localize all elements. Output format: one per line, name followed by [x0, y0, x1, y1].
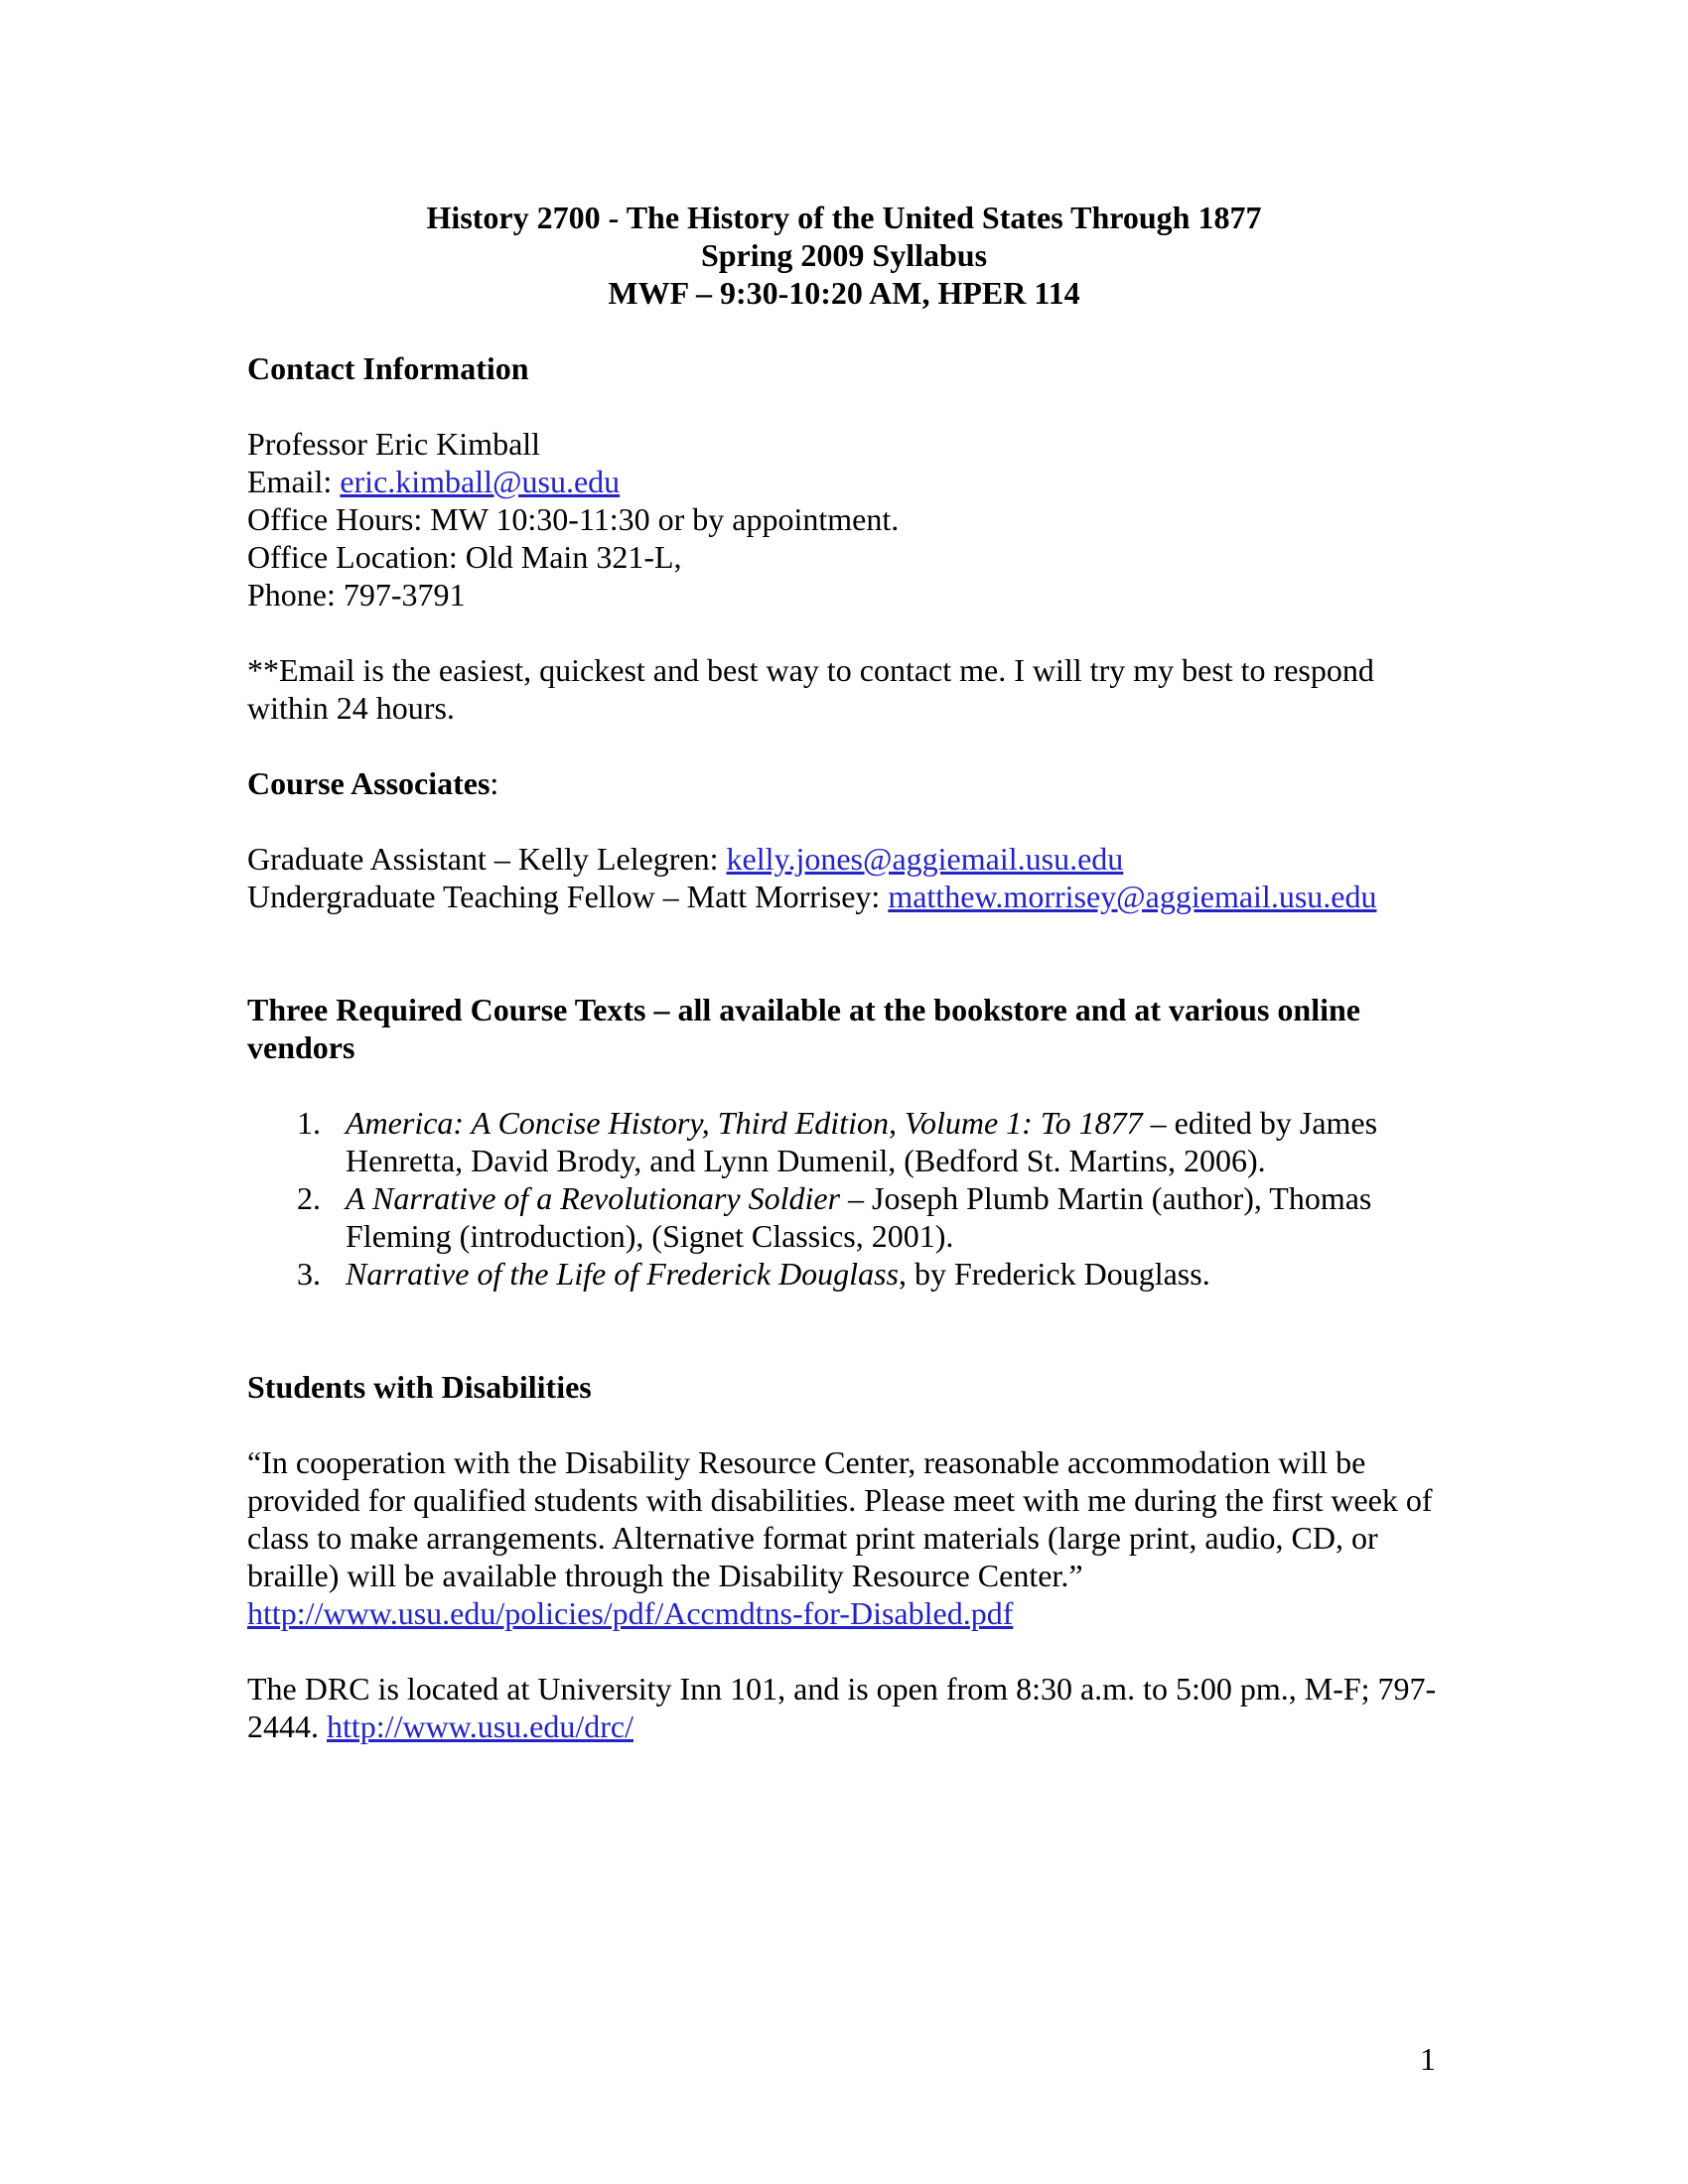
page-number: 1 [1420, 2041, 1436, 2077]
disability-policy-link[interactable]: http://www.usu.edu/policies/pdf/Accmdtns-for-Disabled.pdf [247, 1595, 1014, 1631]
contact-heading: Contact Information [247, 350, 529, 386]
professor-email-link[interactable]: eric.kimball@usu.edu [340, 464, 621, 499]
contact-note: **Email is the easiest, quickest and best way to contact me. I will try my best to respond within 24 hours. [247, 652, 1374, 726]
course-title: History 2700 - The History of the United States Through 1877 [426, 200, 1262, 235]
syllabus-header [0, 199, 1688, 312]
book-title: A Narrative of a Revolutionary Soldier – [346, 1180, 865, 1216]
graduate-assistant-label: Graduate Assistant – Kelly Lelegren: [247, 841, 727, 877]
teaching-fellow-line [247, 878, 1459, 915]
drc-link[interactable]: http://www.usu.edu/drc/ [327, 1708, 633, 1744]
associates-heading-suffix: : [490, 765, 499, 801]
list-item-number: 2. [297, 1180, 321, 1216]
texts-heading: Three Required Course Texts – all available at the bookstore and at various online vendors [247, 992, 1360, 1065]
book-details: edited by James Henretta, David Brody, and Lynn Dumenil, (Bedford St. Martins, 2006). [346, 1105, 1378, 1178]
graduate-assistant-line [247, 840, 1459, 878]
syllabus-body [247, 349, 1459, 1745]
term-title: Spring 2009 Syllabus [700, 237, 988, 273]
graduate-assistant-email-link[interactable]: kelly.jones@aggiemail.usu.edu [726, 841, 1124, 877]
book-title: Narrative of the Life of Frederick Douglass [346, 1256, 899, 1292]
phone: Phone: 797-3791 [247, 577, 466, 613]
list-item [247, 1179, 1459, 1255]
office-hours: Office Hours: MW 10:30-11:30 or by appointment. [247, 501, 900, 537]
associates-heading-line [247, 764, 1459, 802]
required-texts-list [247, 1104, 1459, 1293]
book-title: America: A Concise History, Third Edition, Volume 1: To 1877 – [346, 1105, 1167, 1141]
associates-heading: Course Associates [247, 765, 491, 801]
book-details: , by Frederick Douglass. [898, 1256, 1210, 1292]
drc-info [247, 1670, 1459, 1745]
policy-link-line [247, 1594, 1459, 1632]
book-details: Joseph Plumb Martin (author), Thomas Fleming (introduction), (Signet Classics, 2001). [346, 1180, 1372, 1254]
schedule-line: MWF – 9:30-10:20 AM, HPER 114 [608, 275, 1080, 311]
list-item [247, 1255, 1459, 1293]
list-item-number: 1. [297, 1105, 321, 1141]
list-item [247, 1104, 1459, 1179]
drc-text: The DRC is located at University Inn 101, and is open from 8:30 a.m. to 5:00 pm., M-F; 797-2444. [247, 1671, 1437, 1744]
disabilities-statement: “In cooperation with the Disability Resource Center, reasonable accommodation will be provided for qualified students with disabilities. Please meet with me during the first week of class to make arrangements. Alternative format print materials (large print, audio, CD, or braille) will be available through the Disability Resource Center.” [247, 1444, 1433, 1593]
professor-name: Professor Eric Kimball [247, 426, 541, 462]
email-label: Email: [247, 464, 341, 499]
office-location: Office Location: Old Main 321-L, [247, 539, 682, 575]
disabilities-heading: Students with Disabilities [247, 1369, 592, 1405]
teaching-fellow-email-link[interactable]: matthew.morrisey@aggiemail.usu.edu [888, 879, 1377, 914]
teaching-fellow-label: Undergraduate Teaching Fellow – Matt Morrisey: [247, 879, 889, 914]
list-item-number: 3. [297, 1256, 321, 1292]
email-line [247, 463, 1459, 500]
